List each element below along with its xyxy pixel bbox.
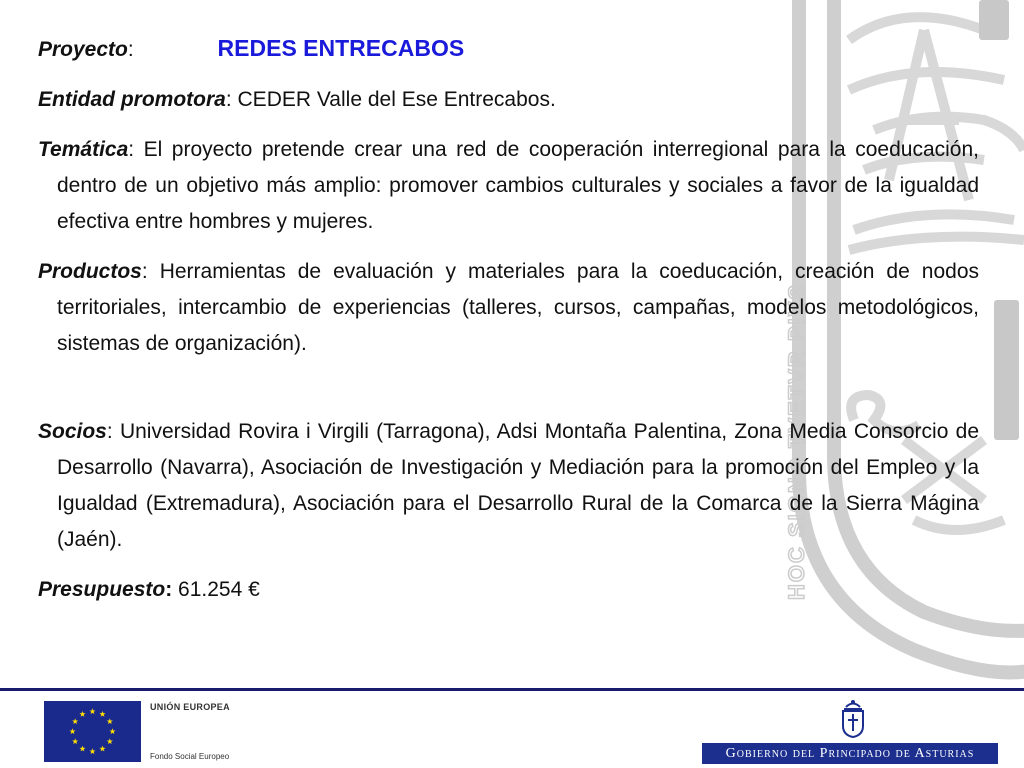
tematica-row: Temática: El proyecto pretende crear una red de cooperación interregional para la coeducación, dentro de un objetivo más amplio: promover cambios culturales y sociales a favor de la igualdad efectiva entre hombres y mujeres. <box>38 138 979 233</box>
eu-flag-icon <box>44 701 141 762</box>
socios-label: Socios <box>38 420 107 443</box>
socios-row: Socios: Universidad Rovira i Virgili (Tarragona), Adsi Montaña Palentina, Zona Media Consorcio de Desarrollo (Navarra), Asociación de Investigación y Mediación para la promoción del Empleo y la Igualdad (Extremadura), Asociación para el Desarrollo Rural de la Comarca de la Sierra Mágina (Jaén). <box>38 420 980 551</box>
entidad-label: Entidad promotora <box>38 88 226 111</box>
footer-divider <box>0 688 1024 691</box>
presupuesto-value: 61.254 € <box>178 578 260 601</box>
asturias-coat-of-arms-icon <box>838 698 868 738</box>
proyecto-row: Proyecto: REDES ENTRECABOS <box>38 35 465 61</box>
project-title: REDES ENTRECABOS <box>217 35 465 61</box>
socios-text: Universidad Rovira i Virgili (Tarragona), Adsi Montaña Palentina, Zona Media Consorcio de Desarrollo (Navarra), Asociación de Investigación y Mediación para la promoción del Empleo y la Igualdad (Extremadura), Asociación para el Desarrollo Rural de la Comarca de la Sierra Mágina (Jaén). <box>57 420 980 551</box>
productos-label: Productos <box>38 260 142 283</box>
entidad-text: CEDER Valle del Ese Entrecabos. <box>237 88 556 111</box>
entidad-row: Entidad promotora: CEDER Valle del Ese Entrecabos. <box>38 88 556 111</box>
presupuesto-label: Presupuesto <box>38 578 166 601</box>
proyecto-label: Proyecto <box>38 38 128 61</box>
tematica-label: Temática <box>38 138 129 161</box>
project-sheet <box>38 30 979 622</box>
tematica-text: El proyecto pretende crear una red de cooperación interregional para la coeducación, dentro de un objetivo más amplio: promover cambios culturales y sociales a favor de la igualdad efectiva entre hombres y mujeres. <box>57 138 979 233</box>
eu-fund-label: Fondo Social Europeo <box>150 752 230 761</box>
productos-text: Herramientas de evaluación y materiales para la coeducación, creación de nodos territoriales, intercambio de experiencias (talleres, cursos, campañas, modelos metodológicos, sistemas de organización). <box>57 260 979 355</box>
gobierno-asturias-banner: Gobierno del Principado de Asturias <box>702 743 998 764</box>
eu-union-label: UNIÓN EUROPEA <box>150 702 230 712</box>
presupuesto-row: Presupuesto: 61.254 € <box>38 578 260 601</box>
productos-row: Productos: Herramientas de evaluación y materiales para la coeducación, creación de nodos territoriales, intercambio de experiencias (talleres, cursos, campañas, modelos metodológicos, sistemas de organización). <box>38 260 979 355</box>
watermark-motto: HOC SIGNO TVETVR PIVS <box>784 282 809 600</box>
